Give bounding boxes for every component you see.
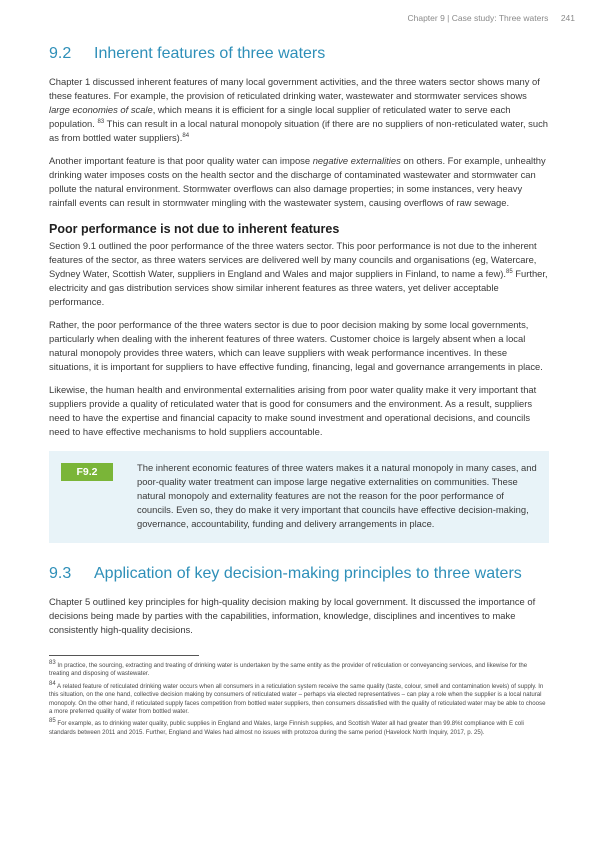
paragraph: Likewise, the human health and environmental externalities arising from poor water quality make it very important that suppliers provide a quality of reticulated water that is good for consumers and the environment. As a result, suppliers need to have the expertise and financial capacity to make sound investment and operational decisions, and councils need to have effective mechanisms to hold suppliers accountable. [49, 384, 537, 437]
emphasis: negative externalities [312, 155, 401, 166]
page-number: 241 [560, 13, 575, 23]
header-chapter: Chapter 9 | Case study: Three waters [407, 13, 549, 23]
section-9-2-heading [49, 45, 549, 63]
paragraph [49, 75, 549, 145]
section-title: Inherent features of three waters [94, 45, 326, 62]
text-run: Another important feature is that poor quality water can impose [49, 155, 313, 166]
footnote-text: A related feature of reticulated drinking water occurs when all consumers in a reticulation system receive the same quality (taste, colour, smell and contamination levels) of supply. In this situation, on the one hand, collective decision making by consumers of reticulated water – perhaps via elected representatives – can play a role when the supplier is a local natural monopoly. On the other hand, if reticulated supply faces competition from bottled water suppliers, then consumers dissatisfied with the quality of reticulated water may be able to choose a more preferred quality of water from bottled water. [49, 682, 546, 716]
finding-text: The inherent economic features of three waters makes it a natural monopoly in many cases, and poor-quality water treatment can impose large negative externalities on communities. These natural monopoly and externality features are not the reason for the poor performance of councils. Even so, they do make it very important that councils have effective decision-making, governance, accountability, funding and delivery arrangements in place. [137, 462, 537, 529]
paragraph: Chapter 5 outlined key principles for high-quality decision making by local government. It discussed the importance of decisions being made by parties with the capabilities, information, knowledge, disciplines and incentives to make consistently high-quality decisions. [49, 596, 536, 635]
text-run: Further, electricity and gas distribution services show similar inherent features as three waters, yet deliver acceptable performance. [49, 268, 548, 307]
section-9-3-heading [49, 565, 549, 583]
footnote-divider [49, 655, 199, 656]
text-run: Chapter 1 discussed inherent features of many local government activities, and the three waters sector shows many of these features. For example, the provision of reticulated drinking water, wastewater and stormwater services shows [49, 76, 540, 101]
section-number: 9.3 [49, 565, 72, 582]
section-number: 9.2 [49, 45, 72, 62]
subsection-heading: Poor performance is not due to inherent features [49, 222, 340, 236]
paragraph [49, 154, 549, 210]
paragraph: Rather, the poor performance of the three waters sector is due to poor decision making by some local governments, particularly when dealing with the inherent features of three waters. Customer choice is largely absent when a local natural monopoly provides three waters, which can leave suppliers with weak performance incentives. In these situations, it is important for suppliers to have effective funding, financing, legal and governance arrangements in place. [49, 319, 543, 372]
footnote-number: 84 [49, 680, 56, 687]
footnote-text: In practice, the sourcing, extracting and treating of drinking water is undertaken by the same entity as the provider of reticulation or conveyancing services, and likewise for the treating and disposing of wastewater. [49, 662, 528, 678]
footnote-ref[interactable]: 83 [97, 118, 105, 125]
text-run: This can result in a local natural monopoly situation (if there are no suppliers of non-reticulated water, such as from bottled water suppliers). [49, 118, 548, 143]
finding-box [49, 451, 549, 543]
footnote-ref[interactable]: 84 [182, 132, 190, 139]
footnote-number: 85 [49, 718, 56, 725]
footnote-83 [49, 659, 549, 679]
text-run: on others. For example, unhealthy drinking water imposes costs on the health sector and the discharge of contaminated wastewater and stormwater can pollute the natural environment. Stormwater overflows can also damage properties; in some instances, very heavy rainfall events can result in stormwater mingling with the wastewater system, causing overflows of raw sewage. [49, 155, 546, 208]
footnote-85 [49, 720, 549, 737]
footnote-ref[interactable]: 85 [506, 268, 513, 275]
text-run: Section 9.1 outlined the poor performance of the three waters sector. This poor performance is not due to the inherent features of the sector, as three waters services are delivered well by many councils and organisations (eg, Watercare, Sydney Water, Scottish Water, suppliers in England and Wales and major suppliers in Finland, to name a few). [49, 240, 537, 279]
footnote-number: 83 [49, 659, 56, 666]
section-title: Application of key decision-making principles to three waters [94, 565, 522, 582]
text-run: , which means it is efficient for a single local supplier of reticulated water to serve each population. [49, 104, 511, 129]
footnote-text: For example, as to drinking water quality, public supplies in England and Wales, large Finnish supplies, and Scottish Water all had greater than 99.8%t compliance with E coli standards between 2011 and 2015. Further, England and Wales had almost no issues with protozoa during the same period (Havelock North Inquiry, 2017, p. 25). [49, 720, 524, 736]
emphasis: large economies of scale [49, 104, 153, 115]
footnote-84 [49, 680, 549, 717]
running-header [407, 13, 575, 23]
page-content [49, 45, 549, 741]
finding-label: F9.2 [61, 463, 113, 481]
paragraph [49, 239, 549, 309]
